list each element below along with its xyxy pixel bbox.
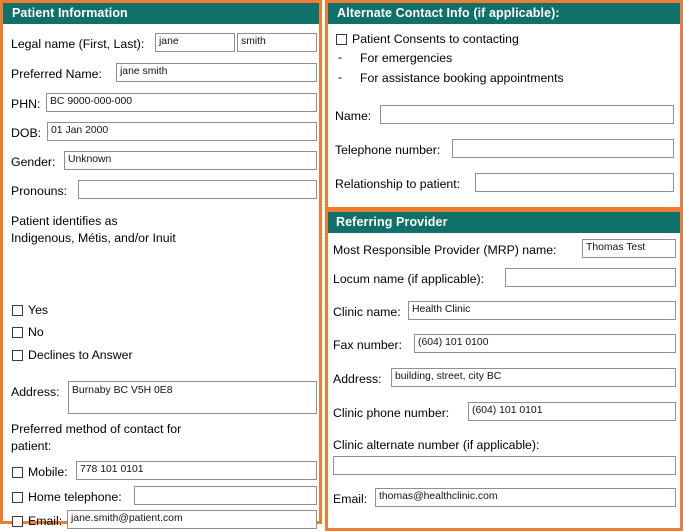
- gender-label: Gender:: [11, 155, 56, 169]
- gender-input[interactable]: Unknown: [64, 151, 317, 170]
- clinic-phone-row: [333, 406, 449, 421]
- alternate-contact-header: Alternate Contact Info (if applicable):: [328, 3, 680, 24]
- clinic-alternate-input[interactable]: [333, 456, 676, 475]
- contact-email-row[interactable]: [12, 514, 62, 528]
- locum-name-input[interactable]: [505, 268, 676, 287]
- contact-email-label: Email:: [28, 514, 63, 528]
- contact-mobile-input[interactable]: 778 101 0101: [76, 461, 317, 480]
- identifies-declines-checkbox[interactable]: [12, 350, 23, 361]
- alternate-relationship-input[interactable]: [475, 173, 674, 192]
- clinic-phone-label: Clinic phone number:: [333, 406, 450, 420]
- identifies-yes-checkbox[interactable]: [12, 305, 23, 316]
- preferred-name-label: Preferred Name:: [11, 67, 102, 81]
- alternate-telephone-row: [335, 143, 440, 158]
- provider-email-row: [333, 492, 367, 507]
- consent-row[interactable]: [336, 32, 519, 46]
- legal-name-label: Legal name (First, Last):: [11, 37, 145, 51]
- mrp-name-input[interactable]: Thomas Test: [582, 239, 676, 258]
- alternate-relationship-label: Relationship to patient:: [335, 177, 461, 191]
- identifies-yes-label: Yes: [28, 303, 49, 317]
- fax-number-row: [333, 338, 402, 353]
- pronouns-label: Pronouns:: [11, 184, 68, 198]
- identifies-declines-label: Declines to Answer: [28, 348, 133, 362]
- dob-row: [11, 126, 41, 141]
- clinic-name-row: [333, 305, 401, 320]
- pronouns-row: [11, 184, 67, 199]
- preferred-contact-line1: Preferred method of contact for: [11, 422, 182, 436]
- fax-number-label: Fax number:: [333, 338, 403, 352]
- legal-last-name-input[interactable]: smith: [237, 33, 317, 52]
- pronouns-input[interactable]: [78, 180, 317, 199]
- mrp-name-label: Most Responsible Provider (MRP) name:: [333, 243, 557, 257]
- consent-bullet-2-text: For assistance booking appointments: [360, 71, 564, 85]
- locum-name-label: Locum name (if applicable):: [333, 272, 485, 286]
- contact-email-checkbox[interactable]: [12, 516, 23, 527]
- identifies-declines-row[interactable]: [12, 348, 133, 362]
- identifies-no-label: No: [28, 325, 44, 339]
- alternate-name-label: Name:: [335, 109, 372, 123]
- provider-email-label: Email:: [333, 492, 368, 506]
- patient-address-label: Address:: [11, 385, 60, 399]
- consent-bullet-2-dash: -: [338, 70, 343, 84]
- contact-mobile-checkbox[interactable]: [12, 467, 23, 478]
- alternate-contact-panel: [325, 0, 683, 210]
- patient-address-row: [11, 385, 60, 400]
- contact-home-label: Home telephone:: [28, 490, 122, 504]
- preferred-name-row: [11, 67, 102, 82]
- clinic-address-row: [333, 372, 382, 387]
- contact-home-checkbox[interactable]: [12, 492, 23, 503]
- legal-name-row: [11, 37, 144, 52]
- contact-home-row[interactable]: [12, 490, 122, 504]
- legal-first-name-input[interactable]: jane: [155, 33, 235, 52]
- referring-provider-header: Referring Provider: [328, 212, 680, 233]
- referring-provider-panel: [325, 209, 683, 531]
- clinic-name-input[interactable]: Health Clinic: [408, 301, 676, 320]
- identifies-as-line2: Indigenous, Métis, and/or Inuit: [11, 231, 176, 245]
- identifies-as-line1: Patient identifies as: [11, 214, 118, 228]
- fax-number-input[interactable]: (604) 101 0100: [414, 334, 676, 353]
- provider-email-input[interactable]: thomas@healthclinic.com: [375, 488, 676, 507]
- contact-mobile-row[interactable]: [12, 465, 68, 479]
- locum-name-row: [333, 272, 484, 287]
- consent-bullet-1-text: For emergencies: [360, 51, 453, 65]
- patient-address-input[interactable]: Burnaby BC V5H 0E8: [68, 381, 317, 414]
- identifies-no-checkbox[interactable]: [12, 327, 23, 338]
- clinic-address-label: Address:: [333, 372, 382, 386]
- patient-information-panel: [0, 0, 322, 528]
- identifies-yes-row[interactable]: [12, 303, 48, 317]
- clinic-name-label: Clinic name:: [333, 305, 401, 319]
- clinic-phone-input[interactable]: (604) 101 0101: [468, 402, 676, 421]
- phn-label: PHN:: [11, 97, 41, 111]
- alternate-name-input[interactable]: [380, 105, 674, 124]
- dob-input[interactable]: 01 Jan 2000: [47, 122, 317, 141]
- clinic-address-input[interactable]: building, street, city BC: [391, 368, 676, 387]
- contact-email-input[interactable]: jane.smith@patient.com: [67, 510, 317, 529]
- alternate-telephone-input[interactable]: [452, 139, 674, 158]
- preferred-contact-line2: patient:: [11, 439, 52, 453]
- contact-home-input[interactable]: [134, 486, 317, 505]
- phn-row: [11, 97, 40, 112]
- alternate-name-row: [335, 109, 371, 124]
- consent-label: Patient Consents to contacting: [352, 32, 519, 46]
- consent-checkbox[interactable]: [336, 34, 347, 45]
- consent-bullet-1-dash: -: [338, 50, 343, 64]
- mrp-name-row: [333, 243, 556, 258]
- alternate-relationship-row: [335, 177, 460, 192]
- preferred-name-input[interactable]: jane smith: [116, 63, 317, 82]
- contact-mobile-label: Mobile:: [28, 465, 68, 479]
- patient-information-header: Patient Information: [3, 3, 319, 24]
- identifies-no-row[interactable]: [12, 325, 44, 339]
- alternate-telephone-label: Telephone number:: [335, 143, 441, 157]
- gender-row: [11, 155, 55, 170]
- dob-label: DOB:: [11, 126, 42, 140]
- clinic-alternate-label: Clinic alternate number (if applicable):: [333, 438, 540, 452]
- phn-input[interactable]: BC 9000-000-000: [46, 93, 317, 112]
